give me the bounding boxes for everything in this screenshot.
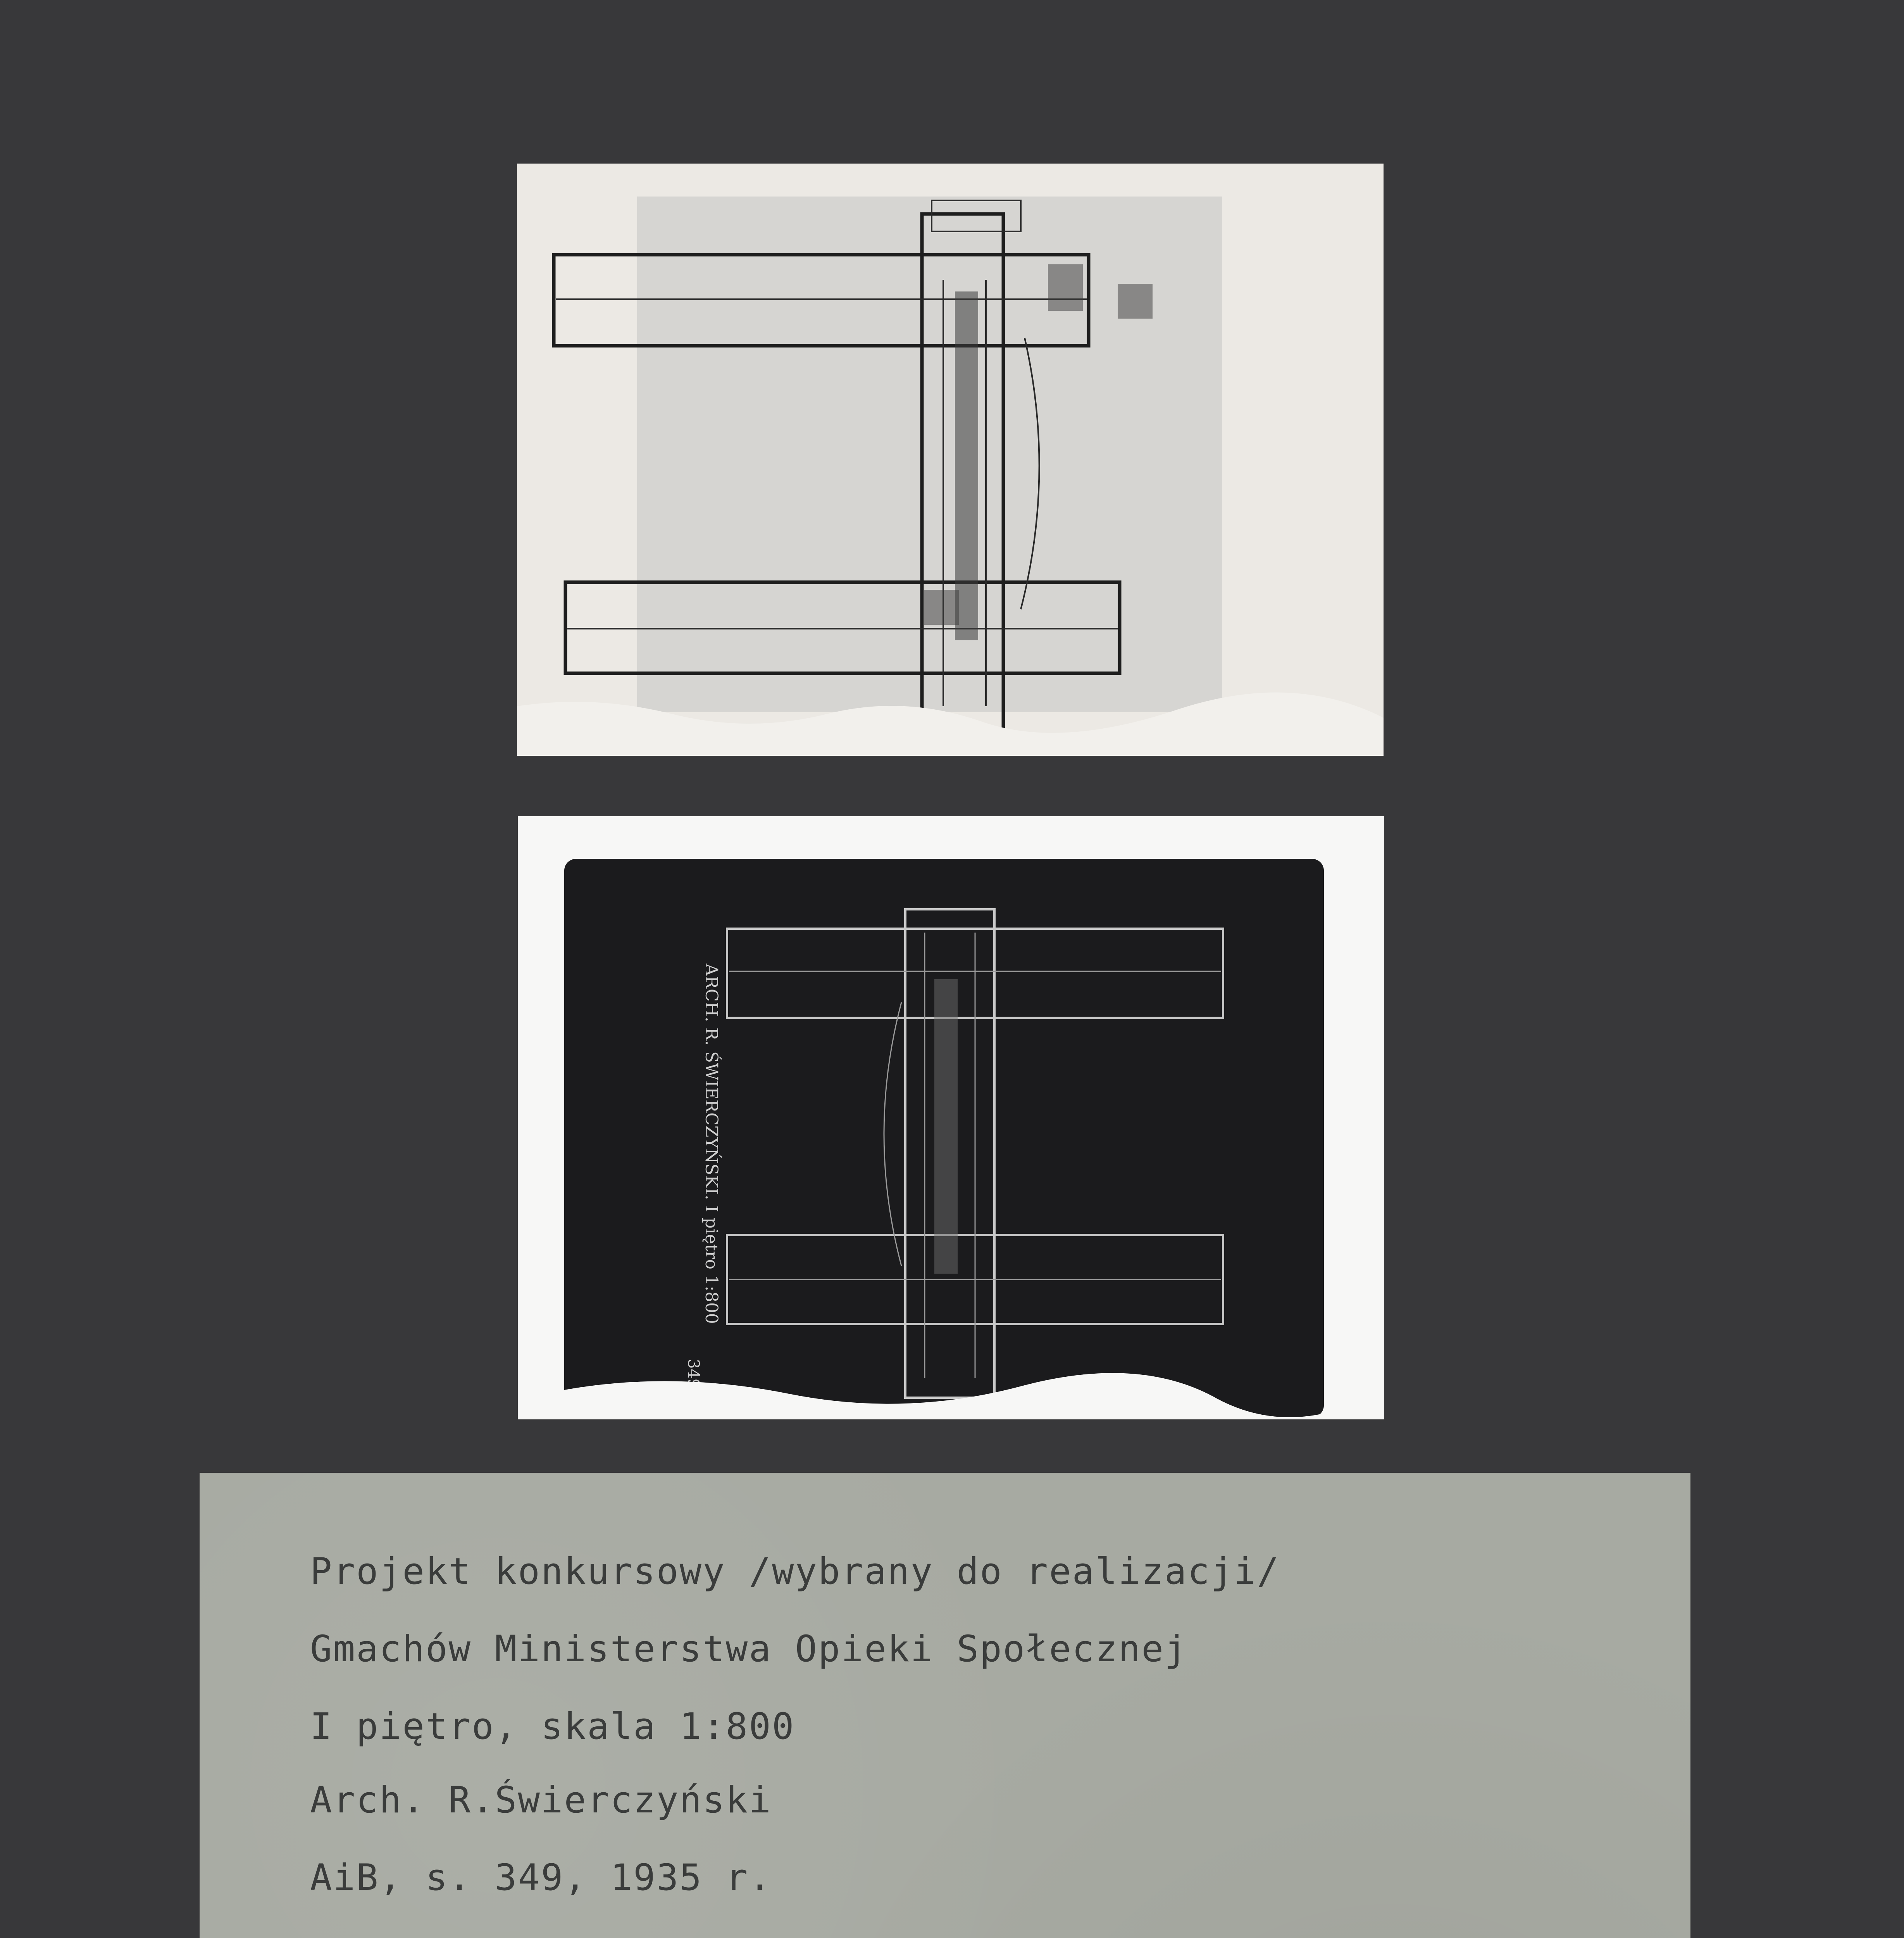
floor-plan-negative-drawing [518,816,1384,1419]
typed-line-building: Gmachów Ministerstwa Opieki Społecznej [310,1628,1188,1670]
floor-plan-negative-photo [518,816,1384,1419]
typed-line-floor-scale: I piętro, skala 1:800 [310,1705,795,1748]
typed-line-architect: Arch. R.Świerczyński [310,1779,772,1821]
typed-line-source: AiB, s. 349, 1935 r. [310,1857,772,1899]
negative-caption: ARCH. R. ŚWIERCZYŃSKI. I piętro 1:800 [701,964,721,1324]
negative-page-number: 349 [684,1359,702,1389]
typed-line-title: Projekt konkursowy /wybrany do realizacji/ [310,1550,1280,1593]
archive-envelope [200,1473,1690,1938]
floor-plan-photo [517,164,1384,756]
floor-plan-drawing [517,164,1384,756]
